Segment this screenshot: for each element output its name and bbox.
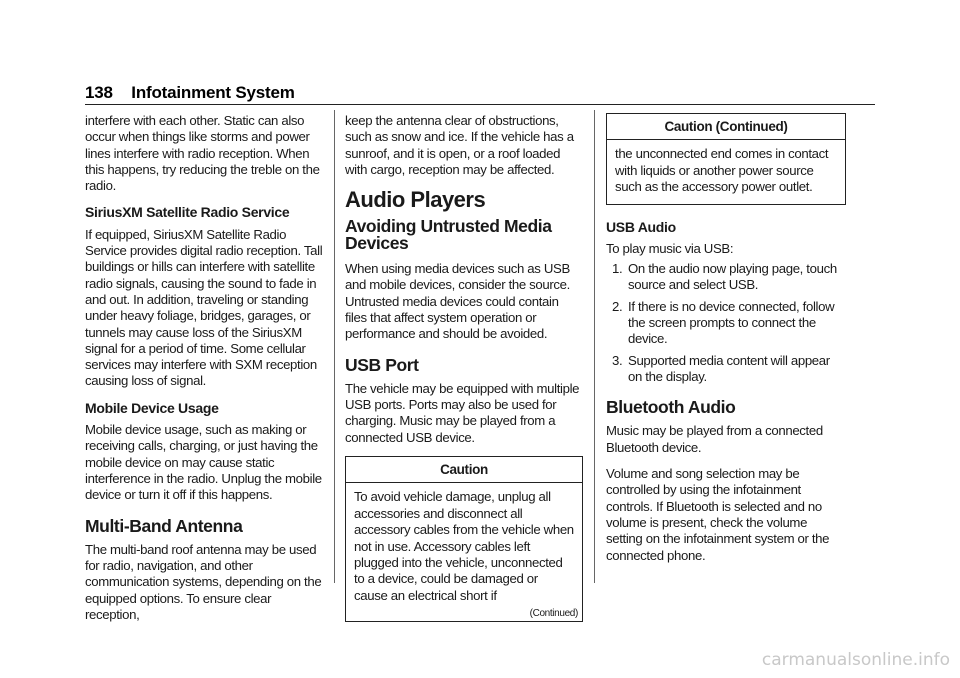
caution-continued-box <box>606 113 846 205</box>
paragraph-usb-port: The vehicle may be equipped with multiple USB ports. Ports may also be used for charging. Music may be played from a connected USB device. <box>345 380 580 445</box>
watermark: carmanualsonline.info <box>761 650 950 670</box>
step-text: On the audio now playing page, touch source and select USB. <box>628 261 837 293</box>
column-divider-1 <box>334 110 335 583</box>
list-item <box>606 261 846 294</box>
column-3 <box>606 113 846 574</box>
heading-mobile-device: Mobile Device Usage <box>85 399 219 416</box>
usb-steps-list <box>606 261 846 385</box>
paragraph-usb-audio: To play music via USB: <box>606 240 734 256</box>
column-2 <box>345 113 583 622</box>
section-title: Infotainment System <box>131 83 295 102</box>
paragraph-bluetooth-1: Music may be played from a connected Bluetooth device. <box>606 423 823 455</box>
header-rule <box>85 104 875 105</box>
caution-continued-title: Caution (Continued) <box>607 114 845 140</box>
column-divider-2 <box>594 110 595 583</box>
list-item <box>606 299 846 348</box>
paragraph-mobile-device: Mobile device usage, such as making or receiving calls, charging, or just having the mobile device on may cause static interference in the radio. Unplug the mobile device or turn it off if this happens. <box>85 422 322 503</box>
step-text: If there is no device connected, follow the screen prompts to connect the device. <box>628 298 835 347</box>
page-header <box>85 83 875 103</box>
paragraph-static: interfere with each other. Static can also occur when things like storms and power lines interfere with radio reception. When this happens, try reducing the treble on the radio. <box>85 113 320 194</box>
paragraph-bluetooth-2: Volume and song selection may be controlled by using the infotainment controls. If Bluetooth is selected and no volume is present, check the volume setting on the infotainment system or the connected phone. <box>606 466 830 563</box>
heading-siriusxm: SiriusXM Satellite Radio Service <box>85 204 290 221</box>
caution-continued-body: the unconnected end comes in contact with liquids or another power source such as the accessory power outlet. <box>615 146 829 195</box>
step-text: Supported media content will appear on the display. <box>628 352 830 384</box>
heading-audio-players: Audio Players <box>345 187 486 213</box>
caution-body: To avoid vehicle damage, unplug all accessories and disconnect all accessory cables from the vehicle when not in use. Accessory cables left plugged into the vehicle, unconnected to a device, could be damaged or cause an electrical short if <box>354 489 574 603</box>
step-number: 2. <box>612 298 623 314</box>
heading-untrusted-media: Avoiding Untrusted Media Devices <box>345 216 552 253</box>
step-number: 1. <box>612 261 623 277</box>
caution-box <box>345 456 583 622</box>
heading-usb-port: USB Port <box>345 354 419 375</box>
paragraph-untrusted-media: When using media devices such as USB and mobile devices, consider the source. Untrusted media devices could contain files that affect system operation or performance and should be avoided. <box>345 261 570 342</box>
heading-usb-audio: USB Audio <box>606 218 676 235</box>
step-number: 3. <box>612 352 623 368</box>
page-number: 138 <box>85 83 113 102</box>
paragraph-antenna: The multi-band roof antenna may be used for radio, navigation, and other communication systems, depending on the equipped options. To ensure clear reception, <box>85 541 322 623</box>
caution-continued-label: (Continued) <box>529 608 578 620</box>
paragraph-antenna-cont: keep the antenna clear of obstructions, such as snow and ice. If the vehicle has a sunroof, and it is open, or a roof loaded with cargo, reception may be affected. <box>345 113 574 177</box>
list-item <box>606 353 846 386</box>
heading-bluetooth-audio: Bluetooth Audio <box>606 397 736 418</box>
heading-multi-band-antenna: Multi-Band Antenna <box>85 515 243 536</box>
caution-title: Caution <box>346 457 582 483</box>
paragraph-siriusxm: If equipped, SiriusXM Satellite Radio Service provides digital radio reception. Tall buildings or hills can interfere with satellite radio signals, causing the sound to fade in and out. In addition, traveling or standing under heavy foliage, bridges, garages, or tunnels may cause loss of the SiriusXM signal for a period of time. Some cellular services may interfere with SXM reception causing loss of signal. <box>85 226 323 389</box>
column-1 <box>85 113 325 633</box>
